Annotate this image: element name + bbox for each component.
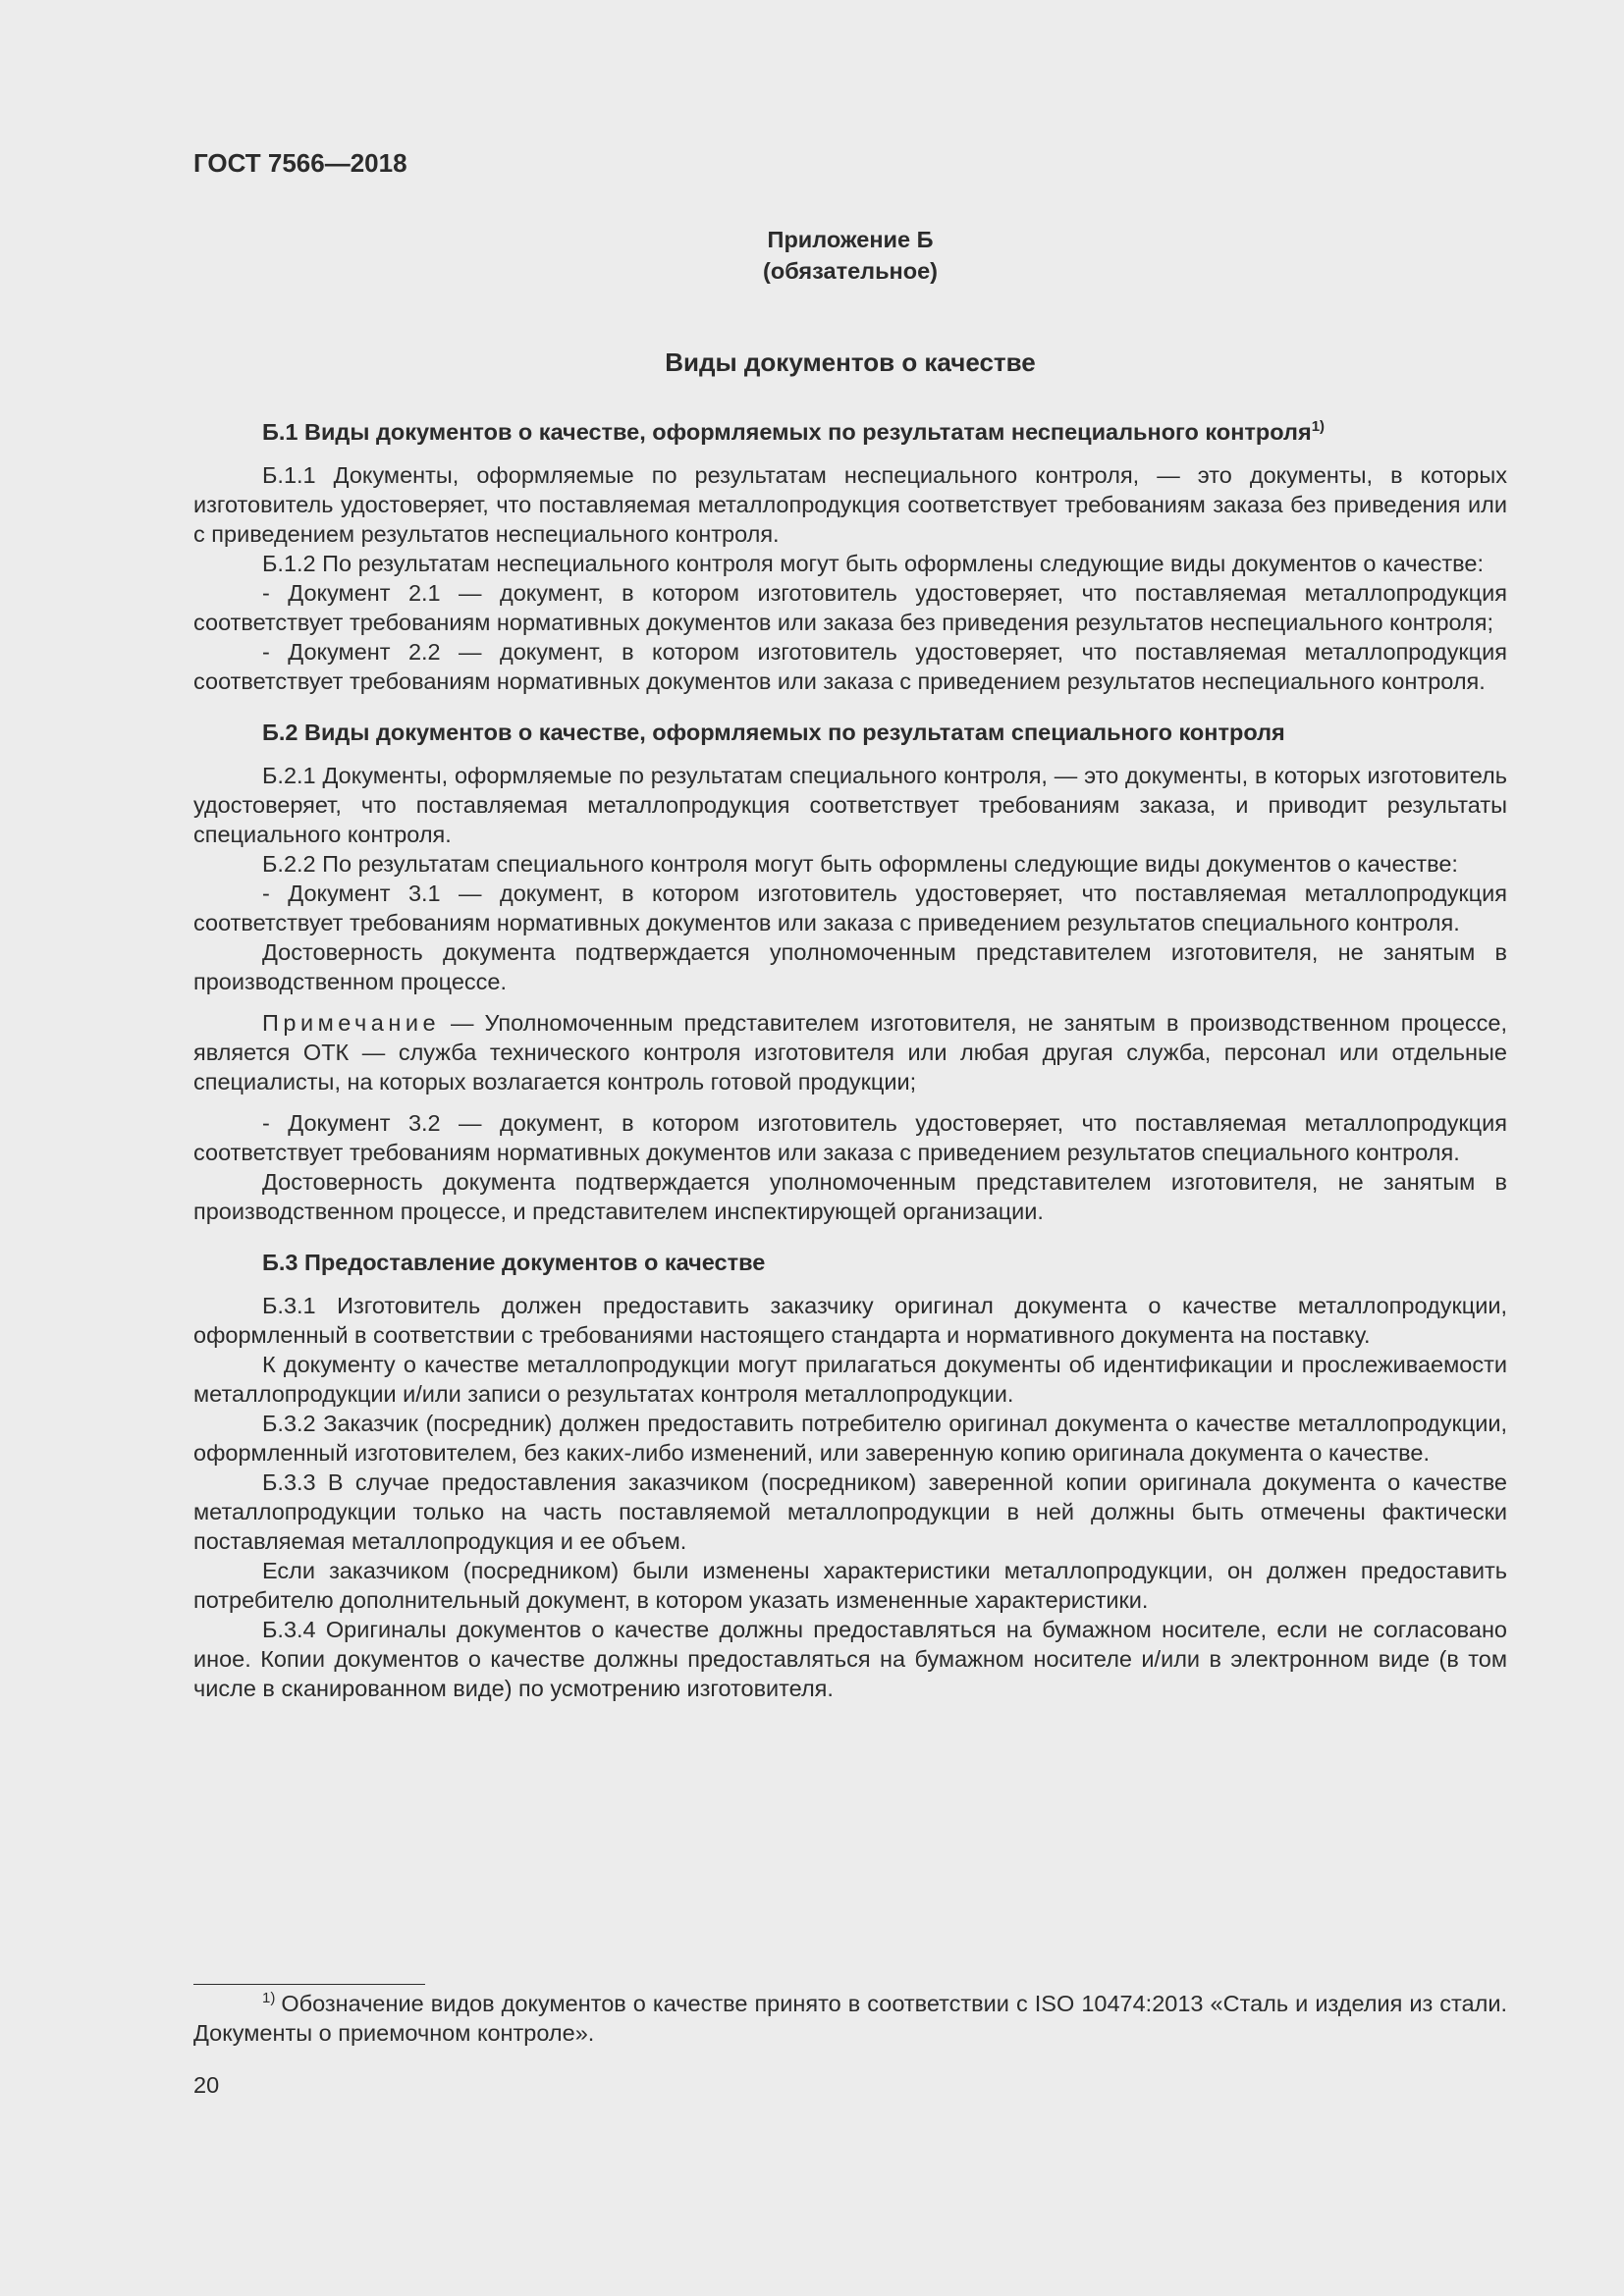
paragraph-b3-3: Б.3.3 В случае предоставления заказчиком (посредником) заверенной копии оригинала документа о качестве металлопродукции только на часть поставляемой металлопродукции в ней должны быть отмечены фактически поставляемая металлопродукция и ее объем. <box>193 1469 1507 1554</box>
list-item-document-3-2: - Документ 3.2 — документ, в котором изготовитель удостоверяет, что поставляемая металлопродукция соответствует требованиям нормативных документов или заказа с приведением результатов специального контроля. <box>193 1110 1507 1165</box>
appendix-label: Приложение Б <box>767 227 934 252</box>
paragraph-b1-2: Б.1.2 По результатам неспециального контроля могут быть оформлены следующие виды документов о качестве: <box>262 551 1484 576</box>
list-item-document-2-2: - Документ 2.2 — документ, в котором изготовитель удостоверяет, что поставляемая металлопродукция соответствует требованиям нормативных документов или заказа с приведением результатов неспециального контроля. <box>193 639 1507 694</box>
section-b1-heading <box>193 417 1507 447</box>
paragraph-b2-1: Б.2.1 Документы, оформляемые по результатам специального контроля, — это документы, в которых изготовитель удостоверяет, что поставляемая металлопродукция соответствует требованиям заказа, и приводит результаты специального контроля. <box>193 763 1507 847</box>
paragraph-b3-4: Б.3.4 Оригиналы документов о качестве должны предоставляться на бумажном носителе, если не согласовано иное. Копии документов о качестве должны предоставляться на бумажном носителе и/или в электронном виде (в том числе в сканированном виде) по усмотрению изготовителя. <box>193 1617 1507 1701</box>
paragraph-b1-1: Б.1.1 Документы, оформляемые по результатам неспециального контроля, — это документы, в которых изготовитель удостоверяет, что поставляемая металлопродукция соответствует требованиям заказа без приведения или с приведением результатов неспециального контроля. <box>193 462 1507 547</box>
section-b3-heading: Б.3 Предоставление документов о качестве <box>262 1250 766 1275</box>
appendix-body <box>193 417 1507 1703</box>
footnote-text: Обозначение видов документов о качестве принято в соответствии с ISO 10474:2013 «Сталь и изделия из стали. Документы о приемочном контроле». <box>193 1991 1507 2046</box>
footnote-reference: 1) <box>1311 418 1326 435</box>
paragraph-b2-2: Б.2.2 По результатам специального контроля могут быть оформлены следующие виды документов о качестве: <box>262 851 1458 877</box>
appendix-heading <box>193 224 1507 287</box>
paragraph-b3-3-changes: Если заказчиком (посредником) были изменены характеристики металлопродукции, он должен предоставить потребителю дополнительный документ, в котором указать измененные характеристики. <box>193 1558 1507 1613</box>
appendix-status: (обязательное) <box>763 258 938 284</box>
note-block <box>193 1008 1507 1096</box>
footnote <box>193 1989 1507 2048</box>
paragraph-b3-1: Б.3.1 Изготовитель должен предоставить заказчику оригинал документа о качестве металлопродукции, оформленный в соответствии с требованиями настоящего стандарта и нормативного документа на поставку. <box>193 1293 1507 1348</box>
section-b1-heading-text: Б.1 Виды документов о качестве, оформляемых по результатам неспециального контроля <box>262 419 1312 445</box>
appendix-title: Виды документов о качестве <box>665 347 1036 377</box>
paragraph-b3-2: Б.3.2 Заказчик (посредник) должен предоставить потребителю оригинал документа о качестве металлопродукции, оформленный изготовителем, без каких-либо изменений, или заверенную копию оригинала документа о качестве. <box>193 1411 1507 1466</box>
section-b2-heading: Б.2 Виды документов о качестве, оформляемых по результатам специального контроля <box>262 720 1285 745</box>
document-code: ГОСТ 7566—2018 <box>193 148 407 178</box>
paragraph-b2-reliability-2: Достоверность документа подтверждается уполномоченным представителем изготовителя, не занятым в производственном процессе, и представителем инспектирующей организации. <box>193 1169 1507 1224</box>
note-text: — Уполномоченным представителем изготовителя, не занятым в производственном процессе, является ОТК — служба технического контроля изготовителя или любая другая служба, персонал или отдельные специалисты, на которых возлагается контроль готовой продукции; <box>193 1010 1507 1095</box>
footnote-divider <box>193 1984 425 1985</box>
list-item-document-2-1: - Документ 2.1 — документ, в котором изготовитель удостоверяет, что поставляемая металлопродукция соответствует требованиям нормативных документов или заказа без приведения результатов неспециального контроля; <box>193 580 1507 635</box>
note-label: Примечание <box>262 1010 441 1036</box>
note-paragraph <box>193 1008 1507 1096</box>
paragraph-b3-1-attachments: К документу о качестве металлопродукции могут прилагаться документы об идентификации и прослеживаемости металлопродукции и/или записи о результатах контроля металлопродукции. <box>193 1352 1507 1407</box>
paragraph-b2-reliability-1: Достоверность документа подтверждается уполномоченным представителем изготовителя, не занятым в производственном процессе. <box>193 939 1507 994</box>
page-number: 20 <box>193 2072 220 2098</box>
footnote-marker: 1) <box>262 1990 276 2006</box>
list-item-document-3-1: - Документ 3.1 — документ, в котором изготовитель удостоверяет, что поставляемая металлопродукция соответствует требованиям нормативных документов или заказа с приведением результатов специального контроля. <box>193 881 1507 935</box>
